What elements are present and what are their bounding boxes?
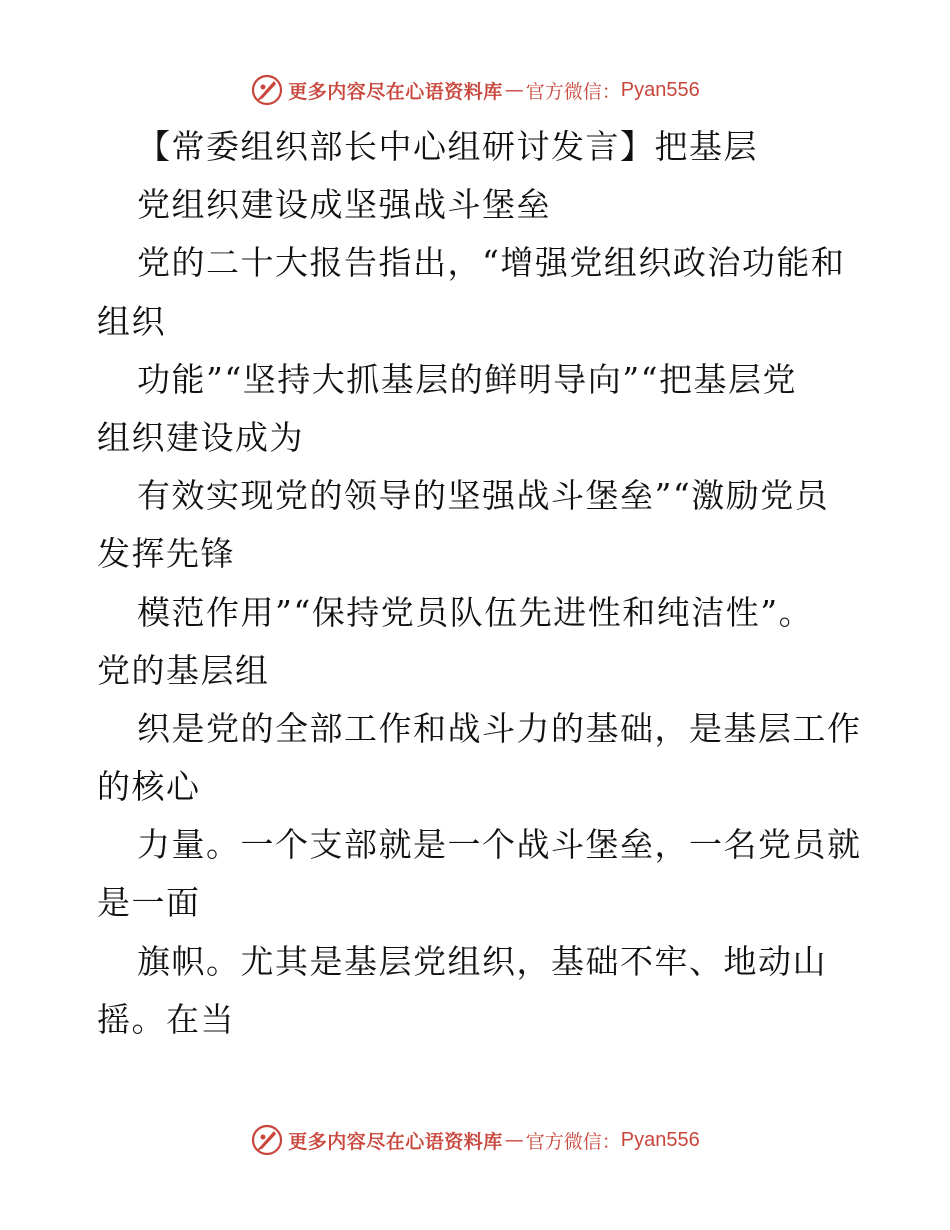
text-line: 党组织建设成坚强战斗堡垒 [137, 185, 551, 225]
quill-logo-icon [250, 73, 284, 107]
watermark-contact-label: 官方微信： [525, 80, 621, 103]
text-line: 力量。一个支部就是一个战斗堡垒，一名党员就 [137, 825, 862, 865]
text-line: 的核心 [97, 767, 201, 807]
footer-watermark [0, 1120, 950, 1160]
watermark-brand: 更多内容尽在心语资料库 [288, 1130, 503, 1153]
watermark-contact-label: 官方微信： [525, 1130, 621, 1153]
watermark-dash: — [504, 1129, 524, 1151]
quill-logo-icon [250, 1123, 284, 1157]
watermark-dash: — [504, 79, 524, 101]
text-line: 摇。在当 [97, 999, 235, 1039]
text-line: 模范作用”“保持党员队伍先进性和纯洁性”。 [137, 592, 814, 632]
watermark-brand: 更多内容尽在心语资料库 [288, 80, 503, 103]
text-line: 功能”“坚持大抓基层的鲜明导向”“把基层党 [137, 359, 797, 399]
text-line: 党的基层组 [97, 650, 270, 690]
text-line: 组织建设成为 [97, 417, 304, 457]
watermark-contact-id: Pyan556 [620, 1128, 700, 1151]
text-line: 织是党的全部工作和战斗力的基础，是基层工作 [137, 708, 862, 748]
watermark-contact-id: Pyan556 [620, 78, 700, 101]
document-body [97, 118, 862, 1049]
text-line: 发挥先锋 [97, 534, 235, 574]
header-watermark [0, 70, 950, 110]
text-line: 旗帜。尤其是基层党组织，基础不牢、地动山 [137, 941, 827, 981]
text-line: 【常委组织部长中心组研讨发言】把基层 [137, 127, 758, 166]
text-line: 是一面 [97, 883, 201, 923]
text-line: 组织 [97, 301, 166, 341]
text-line: 党的二十大报告指出，“增强党组织政治功能和 [137, 243, 846, 283]
text-line: 有效实现党的领导的坚强战斗堡垒”“激励党员 [137, 476, 830, 516]
